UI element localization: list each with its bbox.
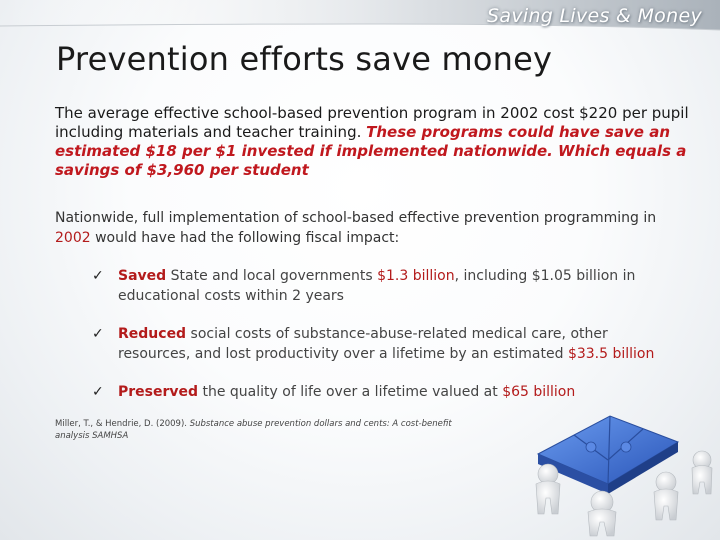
bullet-amount: $33.5 billion [567,346,655,362]
banner-title: Saving Lives & Money [487,5,702,27]
impact-list [92,266,682,402]
bullet-text: State and local governments [166,268,378,284]
intro-paragraph [55,104,695,180]
bullet-keyword: Reduced [118,326,187,342]
citation-title: Substance abuse prevention dollars and cents: A cost-benefit analysis SAMHSA [55,419,452,441]
intro-text: The average effective school-based prevention program in 2002 cost $220 per pupil including materials and teacher training. [55,104,689,141]
check-icon: ✓ [92,384,104,400]
bullet-keyword: Preserved [118,384,199,400]
bullet-text-after: , including $1.05 billion in educational costs within 2 years [118,268,636,304]
impact-year: 2002 [55,230,91,246]
list-item [92,324,682,364]
citation [55,418,485,442]
impact-paragraph [55,208,695,248]
check-icon: ✓ [92,326,104,342]
impact-text-before: Nationwide, full implementation of school-based effective prevention programming in [55,210,657,226]
intro-emphasis: These programs could have save an estimated $18 per $1 invested if implemented nationwide. Which equals a savings of $3,960 per student [55,123,687,179]
bullet-text: social costs of substance-abuse-related medical care, other resources, and lost productivity over a lifetime by an estimated [118,326,608,362]
bullet-keyword: Saved [118,268,167,284]
bullet-amount: $1.3 billion [377,268,455,284]
bullet-amount: $65 billion [502,384,576,400]
citation-authors: Miller, T., & Hendrie, D. (2009). [55,419,190,429]
impact-text-after: would have had the following fiscal impact: [90,230,400,246]
bullet-text: the quality of life over a lifetime valued at [198,384,503,400]
list-item [92,266,682,306]
check-icon: ✓ [92,268,104,284]
slide-title: Prevention efforts save money [56,40,553,78]
list-item [92,382,682,402]
puzzle-figures-illustration [518,402,718,540]
